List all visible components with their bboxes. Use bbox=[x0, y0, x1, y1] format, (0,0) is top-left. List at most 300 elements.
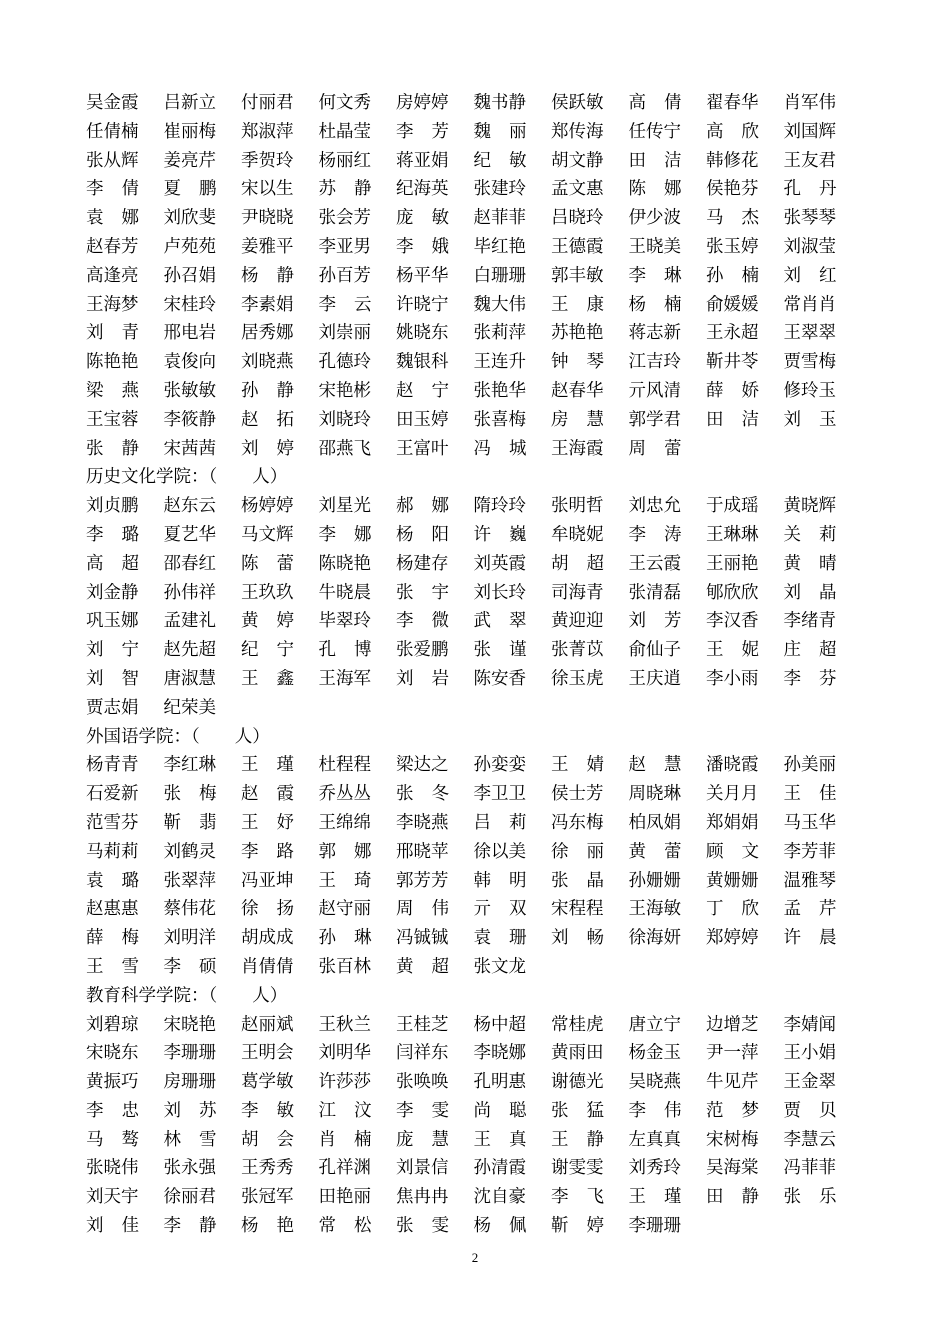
person-name: 赵丽斌 bbox=[241, 1014, 294, 1035]
person-name: 魏书静 bbox=[473, 93, 526, 113]
person-name: 高逢亮 bbox=[86, 265, 139, 286]
person-name: 徐玉虎 bbox=[551, 668, 604, 689]
person-name: 杨中超 bbox=[473, 1014, 526, 1035]
person-name: 胡 会 bbox=[241, 1129, 294, 1150]
person-name: 马玉华 bbox=[783, 812, 836, 833]
person-name: 李 娜 bbox=[318, 524, 372, 545]
person-name: 张艳华 bbox=[473, 380, 526, 401]
person-name: 宋程程 bbox=[551, 899, 604, 920]
person-name: 杨平华 bbox=[396, 265, 449, 286]
person-name: 亓 双 bbox=[473, 899, 527, 920]
person-name: 孙百芳 bbox=[318, 265, 371, 286]
person-name: 赵菲菲 bbox=[473, 208, 526, 229]
person-name: 高 倩 bbox=[628, 93, 682, 113]
person-name: 吕新立 bbox=[163, 93, 216, 113]
person-name: 孙娈娈 bbox=[473, 755, 526, 776]
person-name: 郇欣欣 bbox=[706, 582, 759, 603]
person-name: 田 洁 bbox=[628, 150, 682, 171]
person-name: 刘明华 bbox=[318, 1043, 371, 1064]
person-name: 任倩楠 bbox=[86, 121, 139, 142]
person-name: 李汉香 bbox=[706, 611, 759, 632]
person-name: 王 静 bbox=[551, 1129, 604, 1150]
person-name: 崔丽梅 bbox=[163, 121, 216, 142]
section-heading: 教育科学学院：（ 人） bbox=[86, 985, 288, 1006]
person-name: 王秋兰 bbox=[318, 1014, 371, 1035]
person-name: 孙清霞 bbox=[473, 1158, 526, 1179]
person-name: 邢晓苹 bbox=[396, 841, 449, 862]
person-name: 毕红艳 bbox=[473, 236, 526, 257]
person-name: 李 云 bbox=[318, 294, 372, 315]
person-name: 张唤唤 bbox=[396, 1072, 449, 1093]
person-name: 张敏敏 bbox=[163, 380, 216, 401]
name-row bbox=[86, 694, 876, 723]
person-name: 徐海妍 bbox=[628, 928, 681, 949]
person-name: 陈艳艳 bbox=[86, 352, 139, 373]
person-name: 夏艺华 bbox=[163, 524, 216, 545]
person-name: 郑婷婷 bbox=[706, 928, 759, 949]
person-name: 韩修花 bbox=[706, 150, 759, 171]
person-name: 王明会 bbox=[241, 1043, 294, 1064]
person-name: 袁 娜 bbox=[86, 208, 139, 229]
person-name: 吴金霞 bbox=[86, 93, 139, 113]
person-name: 魏银科 bbox=[396, 352, 449, 373]
person-name: 周晓琳 bbox=[628, 784, 681, 805]
person-name: 季贺玲 bbox=[241, 150, 294, 171]
person-name: 宋树梅 bbox=[706, 1129, 759, 1150]
name-row bbox=[86, 1039, 876, 1068]
person-name: 张 宇 bbox=[396, 582, 449, 603]
person-name: 张从辉 bbox=[86, 150, 139, 171]
person-name: 孔 博 bbox=[318, 640, 372, 661]
person-name: 左真真 bbox=[628, 1129, 681, 1150]
person-name: 顾 文 bbox=[706, 841, 759, 862]
person-name: 邵燕飞 bbox=[318, 438, 371, 459]
person-name: 李 忠 bbox=[86, 1100, 139, 1121]
person-name: 王 雪 bbox=[86, 956, 139, 977]
person-name: 周 伟 bbox=[396, 899, 449, 920]
name-row bbox=[86, 521, 876, 550]
person-name: 翟春华 bbox=[706, 93, 759, 113]
person-name: 石爱新 bbox=[86, 784, 139, 805]
person-name: 刘星光 bbox=[318, 496, 371, 517]
person-name: 郭学君 bbox=[628, 409, 681, 430]
person-name: 赵惠惠 bbox=[86, 899, 139, 920]
person-name: 赵 拓 bbox=[241, 409, 294, 430]
name-row bbox=[86, 1011, 876, 1040]
person-name: 姜雅平 bbox=[241, 236, 294, 257]
person-name: 刘明洋 bbox=[163, 928, 216, 949]
person-name: 梁 燕 bbox=[86, 380, 139, 401]
person-name: 关月月 bbox=[706, 784, 759, 805]
person-name: 魏大伟 bbox=[473, 294, 526, 315]
person-name: 陈 蕾 bbox=[241, 553, 294, 574]
person-name: 王小娟 bbox=[783, 1043, 836, 1064]
person-name: 尚 聪 bbox=[473, 1100, 527, 1121]
person-name: 张 乐 bbox=[783, 1187, 837, 1208]
person-name: 纪 宁 bbox=[241, 640, 294, 661]
person-name: 焦冉冉 bbox=[396, 1187, 449, 1208]
person-name: 张 雯 bbox=[396, 1216, 449, 1237]
person-name: 居秀娜 bbox=[241, 323, 294, 344]
person-name: 胡 超 bbox=[551, 553, 604, 574]
person-name: 刘 畅 bbox=[551, 928, 604, 949]
name-row bbox=[86, 665, 876, 694]
person-name: 张玉婷 bbox=[706, 236, 759, 257]
person-name: 李 琳 bbox=[628, 265, 682, 286]
person-name: 王庆逍 bbox=[628, 668, 681, 689]
person-name: 林 雪 bbox=[163, 1129, 217, 1150]
person-name: 司海青 bbox=[551, 582, 604, 603]
person-name: 张建玲 bbox=[473, 179, 526, 200]
person-name: 刘 智 bbox=[86, 668, 139, 689]
person-name: 蔡伟花 bbox=[163, 899, 216, 920]
name-row bbox=[86, 492, 876, 521]
person-name: 白珊珊 bbox=[473, 265, 526, 286]
person-name: 陈安香 bbox=[473, 668, 526, 689]
name-row bbox=[86, 924, 876, 953]
person-name: 江吉玲 bbox=[628, 352, 681, 373]
person-name: 刘晓燕 bbox=[241, 352, 294, 373]
person-name: 王 琦 bbox=[318, 870, 372, 891]
person-name: 田 洁 bbox=[706, 409, 759, 430]
person-name: 宋茜茜 bbox=[163, 438, 216, 459]
person-name: 乔丛丛 bbox=[318, 784, 371, 805]
person-name: 李晓燕 bbox=[396, 812, 449, 833]
person-name: 杨 佩 bbox=[473, 1216, 527, 1237]
person-name: 刘 岩 bbox=[396, 668, 449, 689]
person-name: 刘 玉 bbox=[783, 409, 837, 430]
name-row bbox=[86, 204, 876, 233]
person-name: 冯菲菲 bbox=[783, 1158, 836, 1179]
person-name: 刘 婷 bbox=[241, 438, 294, 459]
person-name: 刘忠允 bbox=[628, 496, 681, 517]
person-name: 杨 楠 bbox=[628, 294, 682, 315]
person-name: 刘 青 bbox=[86, 323, 139, 344]
person-name: 李晓娜 bbox=[473, 1043, 526, 1064]
person-name: 范 梦 bbox=[706, 1100, 759, 1121]
section-heading: 外国语学院：（ 人） bbox=[86, 726, 270, 747]
person-name: 张爱鹏 bbox=[396, 640, 449, 661]
name-row bbox=[86, 838, 876, 867]
person-name: 黄晓辉 bbox=[783, 496, 836, 517]
person-name: 李 微 bbox=[396, 611, 449, 632]
name-row bbox=[86, 1183, 876, 1212]
person-name: 王晓美 bbox=[628, 236, 681, 257]
person-name: 王海霞 bbox=[551, 438, 604, 459]
name-row bbox=[86, 348, 876, 377]
person-name: 郑淑萍 bbox=[241, 121, 294, 142]
person-name: 李绪青 bbox=[783, 611, 836, 632]
person-name: 冯东梅 bbox=[551, 812, 604, 833]
name-row bbox=[86, 406, 876, 435]
person-name: 李 飞 bbox=[551, 1187, 604, 1208]
person-name: 苏艳艳 bbox=[551, 323, 604, 344]
person-name: 刘 宁 bbox=[86, 640, 139, 661]
person-name: 杨婷婷 bbox=[241, 496, 294, 517]
person-name: 夏 鹏 bbox=[163, 179, 217, 200]
person-name: 吕 莉 bbox=[473, 812, 527, 833]
person-name: 于成瑶 bbox=[706, 496, 759, 517]
person-name: 吴晓燕 bbox=[628, 1072, 681, 1093]
person-name: 庞 慧 bbox=[396, 1129, 449, 1150]
person-name: 许 巍 bbox=[473, 524, 527, 545]
person-name: 刘贞鹏 bbox=[86, 496, 139, 517]
name-row bbox=[86, 175, 876, 204]
person-name: 邵春红 bbox=[163, 553, 216, 574]
person-name: 尹晓晓 bbox=[241, 208, 294, 229]
person-name: 郝 娜 bbox=[396, 496, 449, 517]
person-name: 郑娟娟 bbox=[706, 812, 759, 833]
person-name: 徐 丽 bbox=[551, 841, 604, 862]
person-name: 孙 琳 bbox=[318, 928, 372, 949]
person-name: 亓风清 bbox=[628, 380, 681, 401]
person-name: 孙 楠 bbox=[706, 265, 759, 286]
person-name: 张冠军 bbox=[241, 1187, 294, 1208]
person-name: 梁达之 bbox=[396, 755, 449, 776]
name-row bbox=[86, 636, 876, 665]
person-name: 赵春芳 bbox=[86, 236, 139, 257]
person-name: 刘 佳 bbox=[86, 1216, 139, 1237]
person-name: 孔祥渊 bbox=[318, 1158, 371, 1179]
person-name: 王丽艳 bbox=[706, 553, 759, 574]
person-name: 胡文静 bbox=[551, 150, 604, 171]
person-name: 黄姗姗 bbox=[706, 870, 759, 891]
person-name: 庞 敏 bbox=[396, 208, 449, 229]
person-name: 郑传海 bbox=[551, 121, 604, 142]
name-row bbox=[86, 291, 876, 320]
person-name: 李慧云 bbox=[783, 1129, 836, 1150]
person-name: 李 璐 bbox=[86, 524, 139, 545]
person-name: 宋晓东 bbox=[86, 1043, 139, 1064]
person-name: 徐以美 bbox=[473, 841, 526, 862]
person-name: 丁 欣 bbox=[706, 899, 759, 920]
person-name: 靳 翡 bbox=[163, 812, 217, 833]
person-name: 韩 明 bbox=[473, 870, 527, 891]
person-name: 杨 静 bbox=[241, 265, 294, 286]
person-name: 孟 芹 bbox=[783, 899, 837, 920]
person-name: 蒋亚娟 bbox=[396, 150, 449, 171]
name-row bbox=[86, 147, 876, 176]
person-name: 姜亮芹 bbox=[163, 150, 216, 171]
person-name: 宋晓艳 bbox=[163, 1014, 216, 1035]
person-name: 赵守丽 bbox=[318, 899, 371, 920]
person-name: 温雅琴 bbox=[783, 870, 836, 891]
person-name: 任传宁 bbox=[628, 121, 681, 142]
person-name: 张文龙 bbox=[473, 956, 526, 977]
person-name: 宋以生 bbox=[241, 179, 294, 200]
person-name: 刘国辉 bbox=[783, 121, 836, 142]
person-name: 赵 霞 bbox=[241, 784, 294, 805]
person-name: 靳井苓 bbox=[706, 352, 759, 373]
person-name: 吴海棠 bbox=[706, 1158, 759, 1179]
person-name: 靳 婷 bbox=[551, 1216, 604, 1237]
person-name: 徐 扬 bbox=[241, 899, 294, 920]
person-name: 赵先超 bbox=[163, 640, 216, 661]
person-name: 张会芳 bbox=[318, 208, 371, 229]
person-name: 孔 丹 bbox=[783, 179, 837, 200]
person-name: 张喜梅 bbox=[473, 409, 526, 430]
person-name: 张百林 bbox=[318, 956, 371, 977]
person-name: 冯铖铖 bbox=[396, 928, 449, 949]
name-row bbox=[86, 751, 876, 780]
person-name: 周 蕾 bbox=[628, 438, 682, 459]
name-row bbox=[86, 319, 876, 348]
person-name: 许莎莎 bbox=[318, 1072, 371, 1093]
person-name: 纪荣美 bbox=[163, 697, 216, 718]
person-name: 孔德玲 bbox=[318, 352, 371, 373]
person-name: 王玖玖 bbox=[241, 582, 294, 603]
name-list-page bbox=[86, 89, 876, 1241]
person-name: 张 猛 bbox=[551, 1100, 604, 1121]
person-name: 王海敏 bbox=[628, 899, 681, 920]
person-name: 潘晓霞 bbox=[706, 755, 759, 776]
person-name: 张莉萍 bbox=[473, 323, 526, 344]
person-name: 袁 珊 bbox=[473, 928, 527, 949]
name-row bbox=[86, 953, 876, 982]
person-name: 刘碧琼 bbox=[86, 1014, 139, 1035]
person-name: 武 翠 bbox=[473, 611, 527, 632]
person-name: 薛 梅 bbox=[86, 928, 139, 949]
person-name: 贾雪梅 bbox=[783, 352, 836, 373]
person-name: 张明哲 bbox=[551, 496, 604, 517]
person-name: 袁俊向 bbox=[163, 352, 216, 373]
person-name: 李 敏 bbox=[241, 1100, 294, 1121]
name-row bbox=[86, 1154, 876, 1183]
person-name: 李 娥 bbox=[396, 236, 449, 257]
person-name: 庄 超 bbox=[783, 640, 837, 661]
person-name: 郭芳芳 bbox=[396, 870, 449, 891]
person-name: 纪 敏 bbox=[473, 150, 527, 171]
person-name: 孔明惠 bbox=[473, 1072, 526, 1093]
person-name: 李 芳 bbox=[396, 121, 449, 142]
person-name: 姚晓东 bbox=[396, 323, 449, 344]
person-name: 李 伟 bbox=[628, 1100, 682, 1121]
person-name: 高 超 bbox=[86, 553, 139, 574]
person-name: 王 瑾 bbox=[241, 755, 294, 776]
person-name: 王云霞 bbox=[628, 553, 681, 574]
person-name: 田 静 bbox=[706, 1187, 759, 1208]
person-name: 巩玉娜 bbox=[86, 611, 139, 632]
person-name: 伊少波 bbox=[628, 208, 681, 229]
person-name: 牛见芹 bbox=[706, 1072, 759, 1093]
person-name: 李 芬 bbox=[783, 668, 837, 689]
person-name: 柏凤娟 bbox=[628, 812, 681, 833]
person-name: 贾志娟 bbox=[86, 697, 139, 718]
person-name: 肖倩倩 bbox=[241, 956, 294, 977]
person-name: 王 妮 bbox=[706, 640, 759, 661]
person-name: 吕晓玲 bbox=[551, 208, 604, 229]
name-row bbox=[86, 1097, 876, 1126]
person-name: 苏 静 bbox=[318, 179, 372, 200]
person-name: 刘长玲 bbox=[473, 582, 526, 603]
person-name: 张 梅 bbox=[163, 784, 217, 805]
person-name: 杜晶莹 bbox=[318, 121, 371, 142]
person-name: 刘 芳 bbox=[628, 611, 682, 632]
name-row bbox=[86, 435, 876, 464]
person-name: 徐丽君 bbox=[163, 1187, 216, 1208]
person-name: 杨青青 bbox=[86, 755, 139, 776]
person-name: 贾 贝 bbox=[783, 1100, 837, 1121]
person-name: 侯跃敏 bbox=[551, 93, 604, 113]
person-name: 赵 慧 bbox=[628, 755, 682, 776]
person-name: 房珊珊 bbox=[163, 1072, 216, 1093]
person-name: 孙美丽 bbox=[783, 755, 836, 776]
name-row bbox=[86, 867, 876, 896]
section-heading: 历史文化学院：（ 人） bbox=[86, 467, 288, 488]
name-row bbox=[86, 118, 876, 147]
person-name: 刘秀玲 bbox=[628, 1158, 681, 1179]
person-name: 李 路 bbox=[241, 841, 294, 862]
person-name: 常 松 bbox=[318, 1216, 372, 1237]
name-row bbox=[86, 377, 876, 406]
person-name: 张 静 bbox=[86, 438, 139, 459]
person-name: 孟建礼 bbox=[163, 611, 216, 632]
person-name: 孙召娟 bbox=[163, 265, 216, 286]
person-name: 薛 娇 bbox=[706, 380, 759, 401]
person-name: 黄 蕾 bbox=[628, 841, 682, 862]
person-name: 李芳菲 bbox=[783, 841, 836, 862]
person-name: 黄雨田 bbox=[551, 1043, 604, 1064]
person-name: 隋玲玲 bbox=[473, 496, 526, 517]
person-name: 纪海英 bbox=[396, 179, 449, 200]
person-name: 王 康 bbox=[551, 294, 604, 315]
person-name: 宋艳彬 bbox=[318, 380, 371, 401]
person-name: 王绵绵 bbox=[318, 812, 371, 833]
person-name: 王连升 bbox=[473, 352, 526, 373]
person-name: 俞仙子 bbox=[628, 640, 681, 661]
person-name: 牛晓晨 bbox=[318, 582, 371, 603]
person-name: 尹一萍 bbox=[706, 1043, 759, 1064]
person-name: 李 静 bbox=[163, 1216, 217, 1237]
person-name: 赵 宁 bbox=[396, 380, 449, 401]
person-name: 孟文惠 bbox=[551, 179, 604, 200]
person-name: 王海军 bbox=[318, 668, 371, 689]
name-row bbox=[86, 809, 876, 838]
person-name: 张 晶 bbox=[551, 870, 604, 891]
person-name: 杨 艳 bbox=[241, 1216, 294, 1237]
person-name: 毕翠玲 bbox=[318, 611, 371, 632]
person-name: 王金翠 bbox=[783, 1072, 836, 1093]
person-name: 闫祥东 bbox=[396, 1043, 449, 1064]
person-name: 李亚男 bbox=[318, 236, 371, 257]
name-row bbox=[86, 1212, 876, 1241]
person-name: 范雪芬 bbox=[86, 812, 139, 833]
name-row bbox=[86, 1068, 876, 1097]
person-name: 王 鑫 bbox=[241, 668, 294, 689]
person-name: 杨 阳 bbox=[396, 524, 449, 545]
person-name: 袁 璐 bbox=[86, 870, 139, 891]
person-name: 李珊珊 bbox=[163, 1043, 216, 1064]
name-row bbox=[86, 1126, 876, 1155]
person-name: 李婧闻 bbox=[783, 1014, 836, 1035]
person-name: 张 谨 bbox=[473, 640, 527, 661]
person-name: 刘景信 bbox=[396, 1158, 449, 1179]
person-name: 郭 娜 bbox=[318, 841, 372, 862]
person-name: 杨建存 bbox=[396, 553, 449, 574]
person-name: 刘 红 bbox=[783, 265, 837, 286]
person-name: 李 硕 bbox=[163, 956, 217, 977]
person-name: 杜程程 bbox=[318, 755, 371, 776]
person-name: 马文辉 bbox=[241, 524, 294, 545]
person-name: 黄振巧 bbox=[86, 1072, 139, 1093]
person-name: 马莉莉 bbox=[86, 841, 139, 862]
person-name: 李卫卫 bbox=[473, 784, 526, 805]
person-name: 王德霞 bbox=[551, 236, 604, 257]
person-name: 黄 婷 bbox=[241, 611, 294, 632]
person-name: 高 欣 bbox=[706, 121, 759, 142]
name-row bbox=[86, 895, 876, 924]
person-name: 李珊珊 bbox=[628, 1216, 681, 1237]
